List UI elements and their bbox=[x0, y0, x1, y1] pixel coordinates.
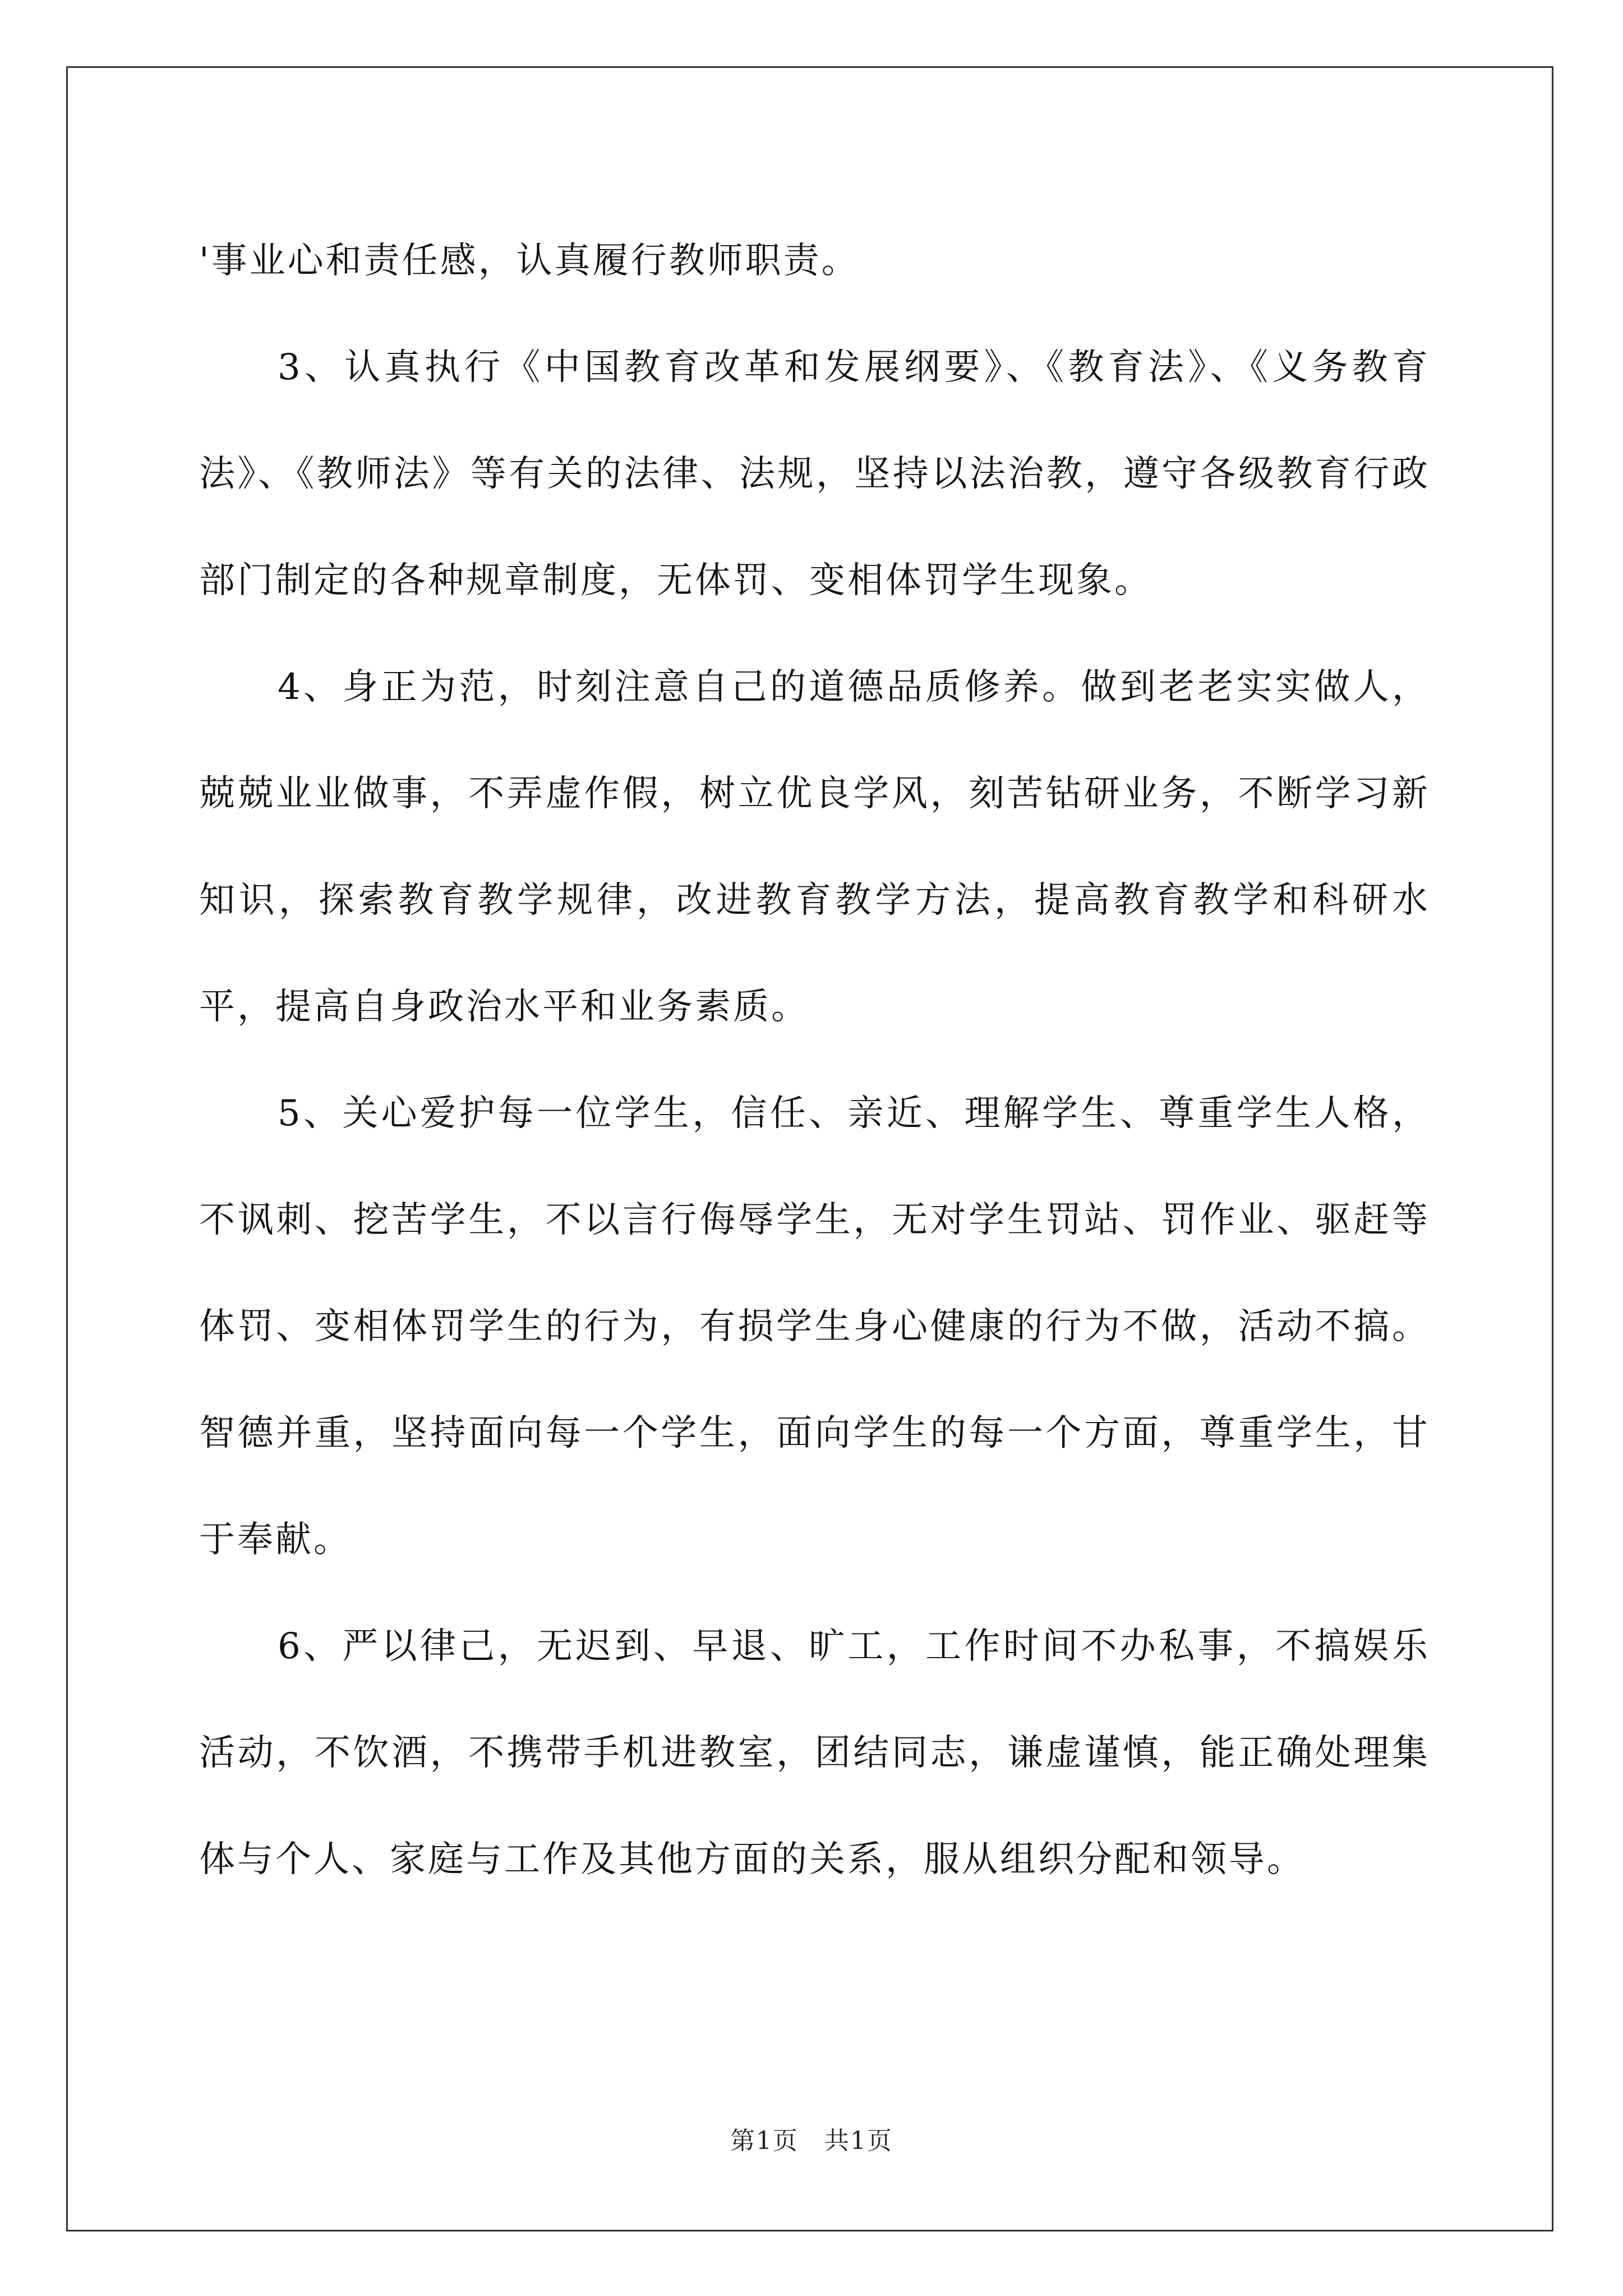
page-number-footer: 第1页 共1页 bbox=[730, 2127, 893, 2155]
paragraph-continuation: '事业心和责任感，认真履行教师职责。 bbox=[199, 240, 860, 282]
paragraph-item-3: 3、认真执行《中国教育改革和发展纲要》、《教育法》、《义务教育法》、《教师法》等有关的法律、法规，坚持以法治教，遵守各级教育行政部门制定的各种规章制度，无体罚、变相体罚学生现象。 bbox=[199, 347, 1430, 601]
document-body bbox=[199, 208, 1430, 1913]
paragraph-item-6: 6、严以律己，无迟到、早退、旷工，工作时间不办私事，不搞娱乐活动，不饮酒，不携带手机进教室，团结同志，谦虚谨慎，能正确处理集体与个人、家庭与工作及其他方面的关系，服从组织分配和领导。 bbox=[199, 1626, 1430, 1880]
paragraph-item-4: 4、身正为范，时刻注意自己的道德品质修养。做到老老实实做人，兢兢业业做事，不弄虚作假，树立优良学风，刻苦钻研业务，不断学习新知识，探索教育教学规律，改进教育教学方法，提高教育教学和科研水平，提高自身政治水平和业务素质。 bbox=[199, 666, 1430, 1028]
paragraph-item-5: 5、关心爱护每一位学生，信任、亲近、理解学生、尊重学生人格，不讽刺、挖苦学生，不以言行侮辱学生，无对学生罚站、罚作业、驱赶等体罚、变相体罚学生的行为，有损学生身心健康的行为不做，活动不搞。智德并重，坚持面向每一个学生，面向学生的每一个方面，尊重学生，甘于奉献。 bbox=[199, 1093, 1430, 1561]
